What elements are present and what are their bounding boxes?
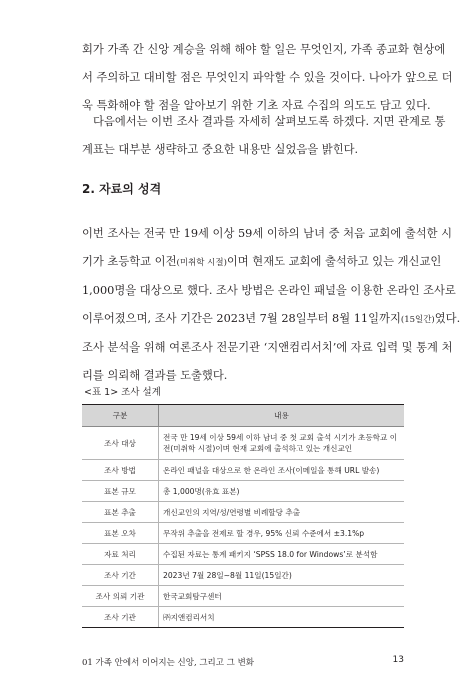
row-key: 자료 처리 [82, 544, 159, 565]
row-key: 표본 규모 [82, 481, 159, 502]
row-key: 표본 추출 [82, 502, 159, 523]
text-line [82, 305, 461, 334]
table-header-row [82, 405, 404, 427]
annotation-small: (15일간) [400, 315, 435, 325]
row-value: ㈜지앤컴리서치 [159, 607, 405, 628]
text-line: 1,000명을 대상으로 했다. 조사 방법은 온라인 패널을 이용한 온라인 조사로 [82, 284, 456, 297]
table-row [82, 544, 404, 565]
text-line: 리를 의뢰해 결과를 도출했다. [82, 369, 228, 382]
text-segment: 이며 현재도 교회에 출석하고 있는 개신교인 [226, 255, 442, 268]
section-heading: 2. 자료의 성격 [82, 182, 162, 196]
row-value: 2023년 7월 28일~8월 11일(15일간) [159, 565, 405, 586]
table-row [82, 523, 404, 544]
row-key: 조사 방법 [82, 460, 159, 481]
text-line [82, 248, 442, 277]
row-key: 조사 대상 [82, 427, 159, 460]
text-line: 욱 특화해야 할 점을 알아보기 위한 기초 자료 수집의 의도도 담고 있다. [82, 99, 431, 112]
header-content: 내용 [159, 405, 405, 427]
text-line: 서 주의하고 대비할 점은 무엇인지 파악할 수 있을 것이다. 나아가 앞으로 더 [82, 71, 453, 84]
text-line: 이번 조사는 전국 만 19세 이상 59세 이하의 남녀 중 처음 교회에 출석한 시 [82, 227, 453, 240]
row-key: 조사 의뢰 기관 [82, 586, 159, 607]
row-key: 조사 기간 [82, 565, 159, 586]
text-segment: 이루어졌으며, 조사 기간은 2023년 7월 28일부터 8월 11일까지 [82, 312, 401, 325]
text-segment: 였다. [434, 312, 461, 325]
text-line: 조사 분석을 위해 여론조사 전문기관 ‘지앤컴리서치’에 자료 입력 및 통계 처 [82, 341, 453, 354]
table-row [82, 586, 404, 607]
row-value: 온라인 패널을 대상으로 한 온라인 조사(이메일을 통해 URL 발송) [159, 460, 405, 481]
survey-design-table [82, 404, 404, 628]
table-row [82, 460, 404, 481]
text-line: 회가 가족 간 신앙 계승을 위해 해야 할 일은 무엇인지, 가족 종교화 현상에 [82, 43, 446, 56]
table-row [82, 502, 404, 523]
table-row [82, 481, 404, 502]
annotation-small: (미취학 시절) [176, 258, 227, 268]
text-line: 계표는 대부분 생략하고 중요한 내용만 실었음을 밝힌다. [82, 143, 359, 156]
row-value: 한국교회탐구센터 [159, 586, 405, 607]
table-row [82, 607, 404, 628]
table-row [82, 427, 404, 460]
row-value: 총 1,000명(유효 표본) [159, 481, 405, 502]
text-line: 다음에서는 이번 조사 결과를 자세히 살펴보도록 하겠다. 지면 관계로 통 [93, 115, 446, 128]
row-value: 전국 만 19세 이상 59세 이하 남녀 중 첫 교회 출석 시기가 초등학교 이전(미취학 시절)이며 현재 교회에 출석하고 있는 개신교인 [159, 427, 405, 460]
text-segment: 기가 초등학교 이전 [82, 255, 177, 268]
row-value: 개신교인의 지역/성/연령별 비례할당 추출 [159, 502, 405, 523]
row-value: 무작위 추출을 전제로 할 경우, 95% 신뢰 수준에서 ±3.1%p [159, 523, 405, 544]
row-key: 조사 기관 [82, 607, 159, 628]
table-row [82, 565, 404, 586]
running-footer: 01 가족 안에서 이어지는 신앙, 그리고 그 변화 [82, 658, 255, 668]
paragraph-next-steps [82, 108, 446, 164]
paragraph-data-description [82, 220, 461, 390]
header-category: 구분 [82, 405, 159, 427]
page-number: 13 [392, 655, 404, 665]
table-caption: <표 1> 조사 설계 [84, 387, 161, 398]
row-key: 표본 오차 [82, 523, 159, 544]
row-value: 수집된 자료는 통계 패키지 ‘SPSS 18.0 for Windows’로 분석함 [159, 544, 405, 565]
